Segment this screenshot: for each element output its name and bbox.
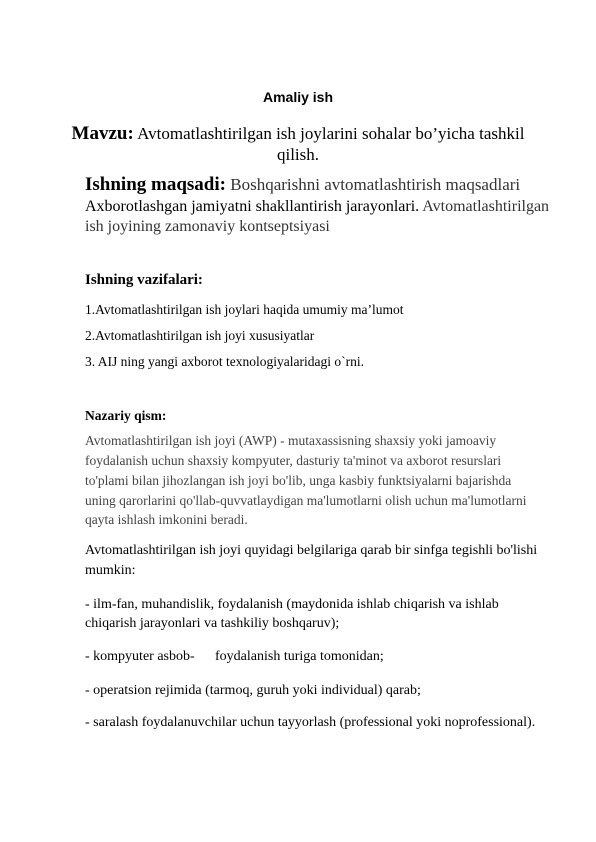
goal-text-3: ish joyining zamonaviy kontseptsiyasi <box>85 218 330 235</box>
task-item-3: 3. AIJ ning yangi axborot texnologiyalaridagi o`rni. <box>85 354 364 369</box>
theory-para1-line-4: uning qarorlarini qo'llab-quvvatlaydigan ma'lumotlarni olish uchun ma'lumotlarni <box>85 493 527 508</box>
bullet-3: - operatsion rejimida (tarmoq, guruh yoki individual) qarab; <box>85 683 421 698</box>
goal-text-1: Boshqarishni avtomatlashtirish maqsadlari <box>230 175 521 194</box>
goal-text-2b: Avtomatlashtirilgan <box>422 198 550 215</box>
topic-text-2: qilish. <box>276 145 320 164</box>
tasks-heading: Ishning vazifalari: <box>85 272 203 288</box>
document-title: Amaliy ish <box>262 89 334 105</box>
goal-line-2 <box>85 198 549 216</box>
theory-para2-line-2: mumkin: <box>85 563 136 578</box>
topic-text-1: Avtomatlashtirilgan ish joylarini sohalar bo’yicha tashkil <box>137 124 525 143</box>
bullet-4: - saralash foydalanuvchilar uchun tayyorlash (professional yoki noprofessional). <box>85 715 536 730</box>
theory-heading: Nazariy qism: <box>85 408 167 423</box>
theory-para2-line-1: Avtomatlashtirilgan ish joyi quyidagi belgilariga qarab bir sinfga tegishli bo'lishi <box>85 543 538 558</box>
theory-para1-line-2: foydalanish uchun shaxsiy kompyuter, dasturiy ta'minot va axborot resurslari <box>85 453 502 468</box>
bullet-2-part-1: - kompyuter asbob- <box>85 649 195 664</box>
bullet-2-part-2: foydalanish turiga tomonidan; <box>215 649 384 664</box>
task-item-1: 1.Avtomatlashtirilgan ish joylari haqida umumiy ma’lumot <box>85 302 404 317</box>
theory-para1-line-1: Avtomatlashtirilgan ish joyi (AWP) - mutaxassisning shaxsiy yoki jamoaviy <box>85 433 497 448</box>
task-item-2: 2.Avtomatlashtirilgan ish joyi xususiyatlar <box>85 328 315 343</box>
goal-text-2a: Axborotlashgan jamiyatni shakllantirish jarayonlari. <box>85 198 420 215</box>
goal-label: Ishning maqsadi: <box>85 174 226 195</box>
topic-line-1 <box>0 123 596 145</box>
bullet-1-line-1: - ilm-fan, muhandislik, foydalanish (maydonida ishlab chiqarish va ishlab <box>85 597 499 612</box>
bullet-1-line-2: chiqarish jarayonlari va tashkiliy boshqaruv); <box>85 616 340 631</box>
goal-line-1 <box>85 174 520 196</box>
theory-para1-line-5: qayta ishlash imkonini beradi. <box>85 512 248 527</box>
topic-label: Mavzu: <box>71 123 134 144</box>
theory-para1-line-3: to'plami bilan jihozlangan ish joyi bo'lib, unga kasbiy funktsiyalarni bajarishda <box>85 473 512 488</box>
